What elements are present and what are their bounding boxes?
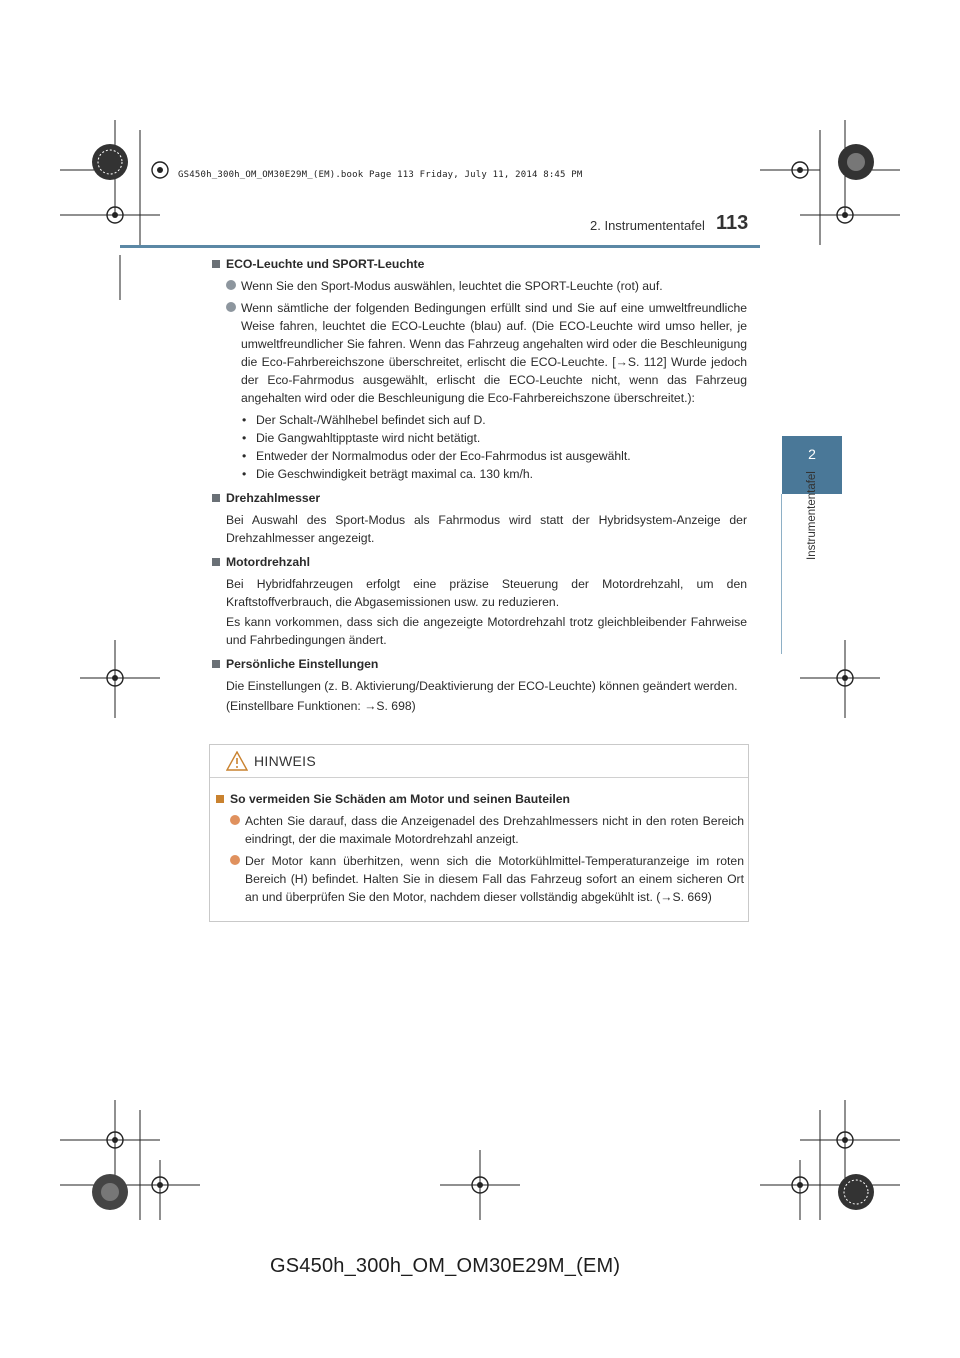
condition-text: Entweder der Normalmodus oder der Eco-Fahrmodus ist ausgewählt. — [256, 449, 631, 463]
square-bullet-icon — [212, 494, 220, 502]
notice-heading-text: So vermeiden Sie Schäden am Motor und seinen Bauteilen — [230, 792, 570, 806]
square-bullet-icon — [212, 660, 220, 668]
section-heading — [212, 489, 747, 507]
list-item-text: Wenn Sie den Sport-Modus auswählen, leuchtet die SPORT-Leuchte (rot) auf. — [241, 279, 663, 293]
notice-list-item — [230, 852, 744, 906]
square-bullet-icon — [212, 260, 220, 268]
notice-box — [209, 744, 749, 922]
section-einstellungen — [212, 655, 747, 715]
circle-bullet-icon — [226, 280, 236, 290]
condition-item: • Entweder der Normalmodus oder der Eco-Fahrmodus ist ausgewählt. — [242, 449, 631, 463]
condition-item: • Der Schalt-/Wählhebel befindet sich auf D. — [242, 413, 486, 427]
condition-list — [242, 411, 747, 483]
section-motordrehzahl — [212, 553, 747, 649]
cross-reference: (Einstellbare Funktionen: →S. 698) — [226, 699, 416, 713]
paragraph: Bei Hybridfahrzeugen erfolgt eine präzise Steuerung der Motordrehzahl, um den Kraftstoffverbrauch, die Abgasemissionen usw. zu reduzieren. — [226, 577, 747, 609]
paragraph: Die Einstellungen (z. B. Aktivierung/Deaktivierung der ECO-Leuchte) können geändert werden. — [226, 679, 738, 693]
condition-item: • Die Geschwindigkeit beträgt maximal ca. 130 km/h. — [242, 467, 534, 481]
paragraph: Es kann vorkommen, dass sich die angezeigte Motordrehzahl trotz gleichbleibender Fahrweise und Fahrbedingungen ändert. — [226, 615, 747, 647]
section-title: ECO-Leuchte und SPORT-Leuchte — [226, 257, 425, 271]
square-bullet-icon — [216, 795, 224, 803]
warning-triangle-icon — [226, 751, 248, 771]
section-heading — [212, 553, 747, 571]
list-item — [226, 299, 747, 407]
condition-item: • Die Gangwahltipptaste wird nicht betätigt. — [242, 431, 481, 445]
circle-bullet-icon — [226, 302, 236, 312]
header-section-title: 2. Instrumententafel — [590, 218, 705, 233]
circle-bullet-icon — [230, 855, 240, 865]
section-heading — [212, 655, 747, 673]
notice-title: HINWEIS — [254, 753, 316, 769]
section-eco-sport — [212, 255, 747, 483]
chapter-tab-number: 2 — [808, 446, 816, 462]
section-title: Drehzahlmesser — [226, 491, 321, 505]
section-title: Motordrehzahl — [226, 555, 310, 569]
notice-item-text: Achten Sie darauf, dass die Anzeigenadel des Drehzahlmessers nicht in den roten Bereich eindringt, der die maximale Motordrehzahl anzeigt. — [245, 814, 744, 846]
print-info-line: GS450h_300h_OM_OM30E29M_(EM).book Page 113 Friday, July 11, 2014 8:45 PM — [178, 170, 583, 180]
notice-heading — [216, 790, 744, 808]
document-code: GS450h_300h_OM_OM30E29M_(EM) — [270, 1255, 621, 1277]
section-heading — [212, 255, 747, 273]
main-content — [212, 255, 747, 721]
notice-header — [210, 745, 748, 778]
chapter-tab-line — [781, 494, 782, 654]
paragraph: Bei Auswahl des Sport-Modus als Fahrmodus wird statt der Hybridsystem-Anzeige der Drehzahlmesser angezeigt. — [226, 513, 747, 545]
condition-text: Die Gangwahltipptaste wird nicht betätigt. — [256, 431, 481, 445]
list-item-text: Wenn sämtliche der folgenden Bedingungen erfüllt sind und Sie auf eine umweltfreundliche Weise fahren, leuchtet die ECO-Leuchte (blau) auf. (Die ECO-Leuchte wird umso heller, je umweltfreundlicher Sie fahren. Wenn das Fahrzeug angehalten wird oder die Beschleunigung die Eco-Fahrbereichszone überschreitet, erlischt die ECO-Leuchte. [→S. 112] Wurde jedoch der Eco-Fahrmodus ausgewählt, erlischt die ECO-Leuchte nicht, wenn das Fahrzeug angehalten wird oder die Beschleunigung die Eco-Fahrbereichszone überschreitet.): — [241, 301, 747, 405]
square-bullet-icon — [212, 558, 220, 566]
condition-text: Die Geschwindigkeit beträgt maximal ca. 130 km/h. — [256, 467, 534, 481]
chapter-tab-label: Instrumententafel — [806, 471, 818, 560]
list-item — [226, 277, 747, 295]
section-drehzahlmesser — [212, 489, 747, 547]
condition-text: Der Schalt-/Wählhebel befindet sich auf D. — [256, 413, 486, 427]
notice-list-item — [230, 812, 744, 848]
notice-item-text: Der Motor kann überhitzen, wenn sich die Motorkühlmittel-Temperaturanzeige im roten Bereich (H) befindet. Halten Sie in diesem Fall das Fahrzeug sofort an einem sicheren Ort an und überprüfen Sie den Motor, nachdem dieser vollständig abgekühlt ist. (→S. 669) — [245, 854, 744, 904]
page-number: 113 — [716, 212, 749, 234]
notice-body — [210, 778, 748, 906]
circle-bullet-icon — [230, 815, 240, 825]
header-rule — [120, 245, 760, 248]
section-title: Persönliche Einstellungen — [226, 657, 379, 671]
